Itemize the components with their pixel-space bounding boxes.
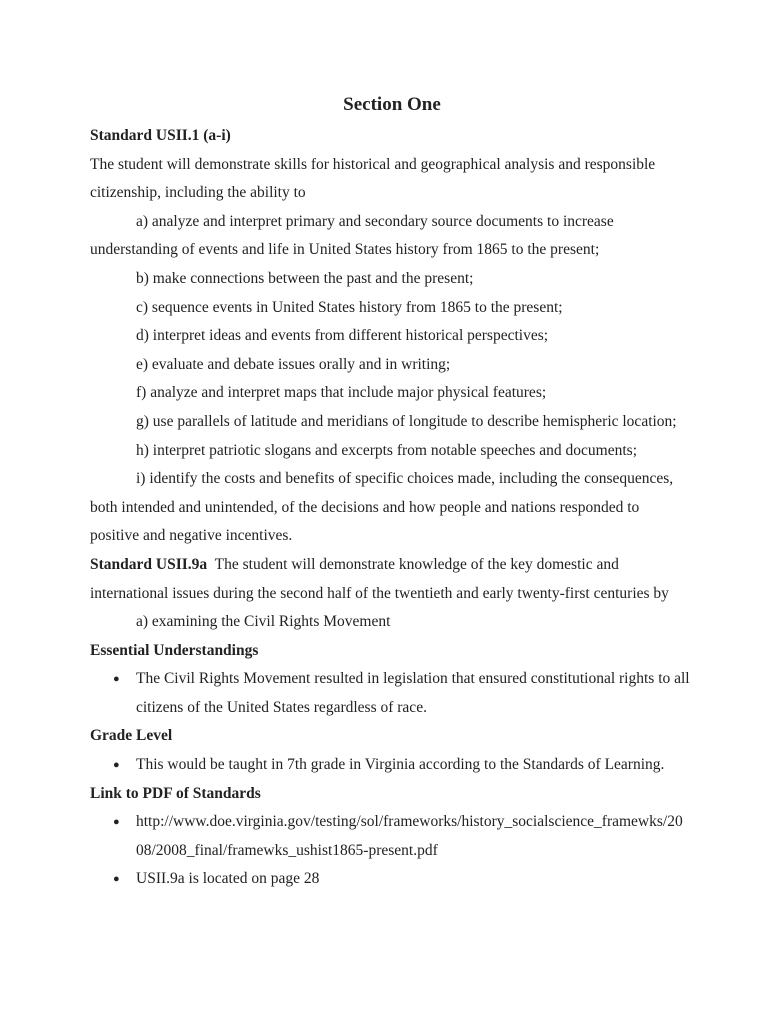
- list-item: [90, 865, 690, 894]
- standard-item-f: f) analyze and interpret maps that include major physical features;: [136, 384, 547, 402]
- essential-understandings-list: [90, 665, 690, 722]
- link-to-pdf-list: [90, 808, 690, 894]
- standard-usii1-intro: The student will demonstrate skills for historical and geographical analysis and responsible citizenship, including the ability to: [90, 155, 656, 202]
- standard-usii9a-item-a: a) examining the Civil Rights Movement: [136, 613, 391, 631]
- grade-level-heading: Grade Level: [90, 727, 173, 745]
- standard-item-i: i) identify the costs and benefits of specific choices made, including the consequences, both intended and unintended, of the decisions and how people and nations responded to positive and negative incentives.: [90, 470, 674, 545]
- list-item: [90, 751, 690, 780]
- standard-item-a: [90, 208, 690, 265]
- standard-item-c: c) sequence events in United States history from 1865 to the present;: [136, 298, 563, 316]
- list-item: [90, 808, 690, 865]
- grade-level-list: [90, 751, 690, 780]
- standard-item-b: b) make connections between the past and the present;: [136, 269, 474, 287]
- standard-usii1-heading: Standard USII.1 (a-i): [90, 127, 231, 144]
- bullet-icon: ●: [113, 673, 120, 686]
- list-item-text: The Civil Rights Movement resulted in legislation that ensured constitutional rights to all citizens of the United States regardless of race.: [136, 670, 690, 716]
- bullet-icon: ●: [113, 816, 120, 829]
- list-item-text: USII.9a is located on page 28: [136, 870, 320, 888]
- essential-understandings-heading: Essential Understandings: [90, 641, 259, 659]
- list-item: [90, 665, 690, 722]
- standard-item-a-text: a) analyze and interpret primary and secondary source documents to increase understanding of events and life in United States history from 1865 to the present;: [90, 212, 614, 259]
- pdf-link[interactable]: http://www.doe.virginia.gov/testing/sol/frameworks/history_socialscience_framewks/2008/2008_final/framewks_ushist1865-present.pdf: [136, 813, 683, 859]
- standard-usii9a-heading: Standard USII.9a: [90, 555, 208, 573]
- document-page: [90, 88, 690, 894]
- bullet-icon: ●: [113, 873, 120, 886]
- bullet-icon: ●: [113, 759, 120, 772]
- standard-item-e: e) evaluate and debate issues orally and in writing;: [136, 355, 451, 373]
- standard-item-d: d) interpret ideas and events from different historical perspectives;: [136, 327, 549, 345]
- section-title: Section One: [343, 94, 441, 115]
- link-to-pdf-heading: Link to PDF of Standards: [90, 784, 261, 802]
- standard-item-g: g) use parallels of latitude and meridians of longitude to describe hemispheric location;: [136, 412, 677, 430]
- standard-item-h: h) interpret patriotic slogans and excerpts from notable speeches and documents;: [136, 441, 638, 459]
- standard-usii9a-paragraph: [90, 551, 690, 608]
- list-item-text: This would be taught in 7th grade in Virginia according to the Standards of Learning.: [136, 756, 665, 774]
- standard-usii9a-text: The student will demonstrate knowledge of the key domestic and international issues during the second half of the twentieth and early twenty-first centuries by: [90, 555, 669, 602]
